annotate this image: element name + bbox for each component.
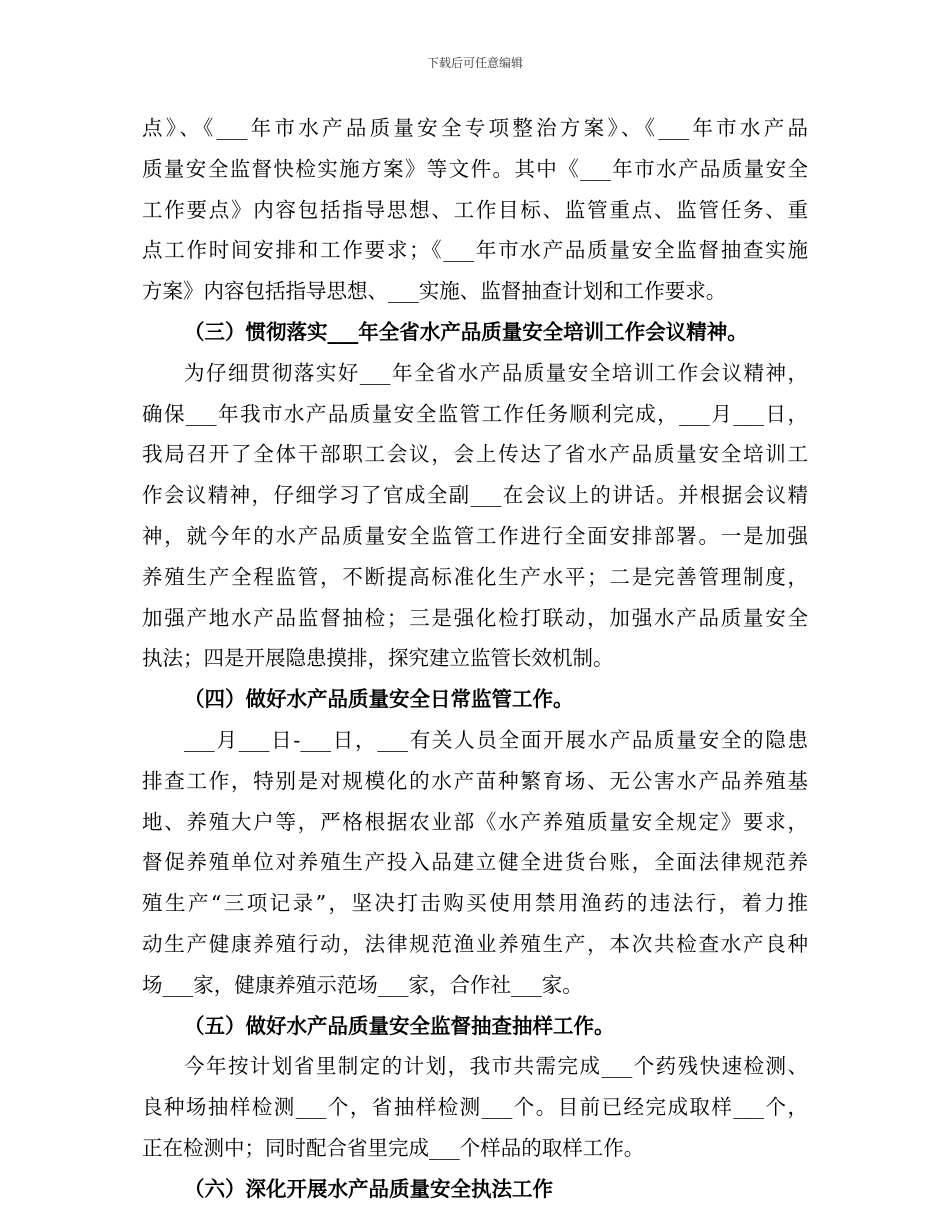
text-line: 我局召开了全体干部职工会议，会上传达了省水产品质量安全培训工 xyxy=(142,442,808,467)
text-line: 工作要点》内容包括指导思想、工作目标、监管重点、监管任务、重 xyxy=(142,197,808,222)
section-heading-4: （四）做好水产品质量安全日常监管工作。 xyxy=(184,687,574,712)
text-line: 养殖生产全程监管，不断提高标准化生产水平；二是完善管理制度， xyxy=(142,564,808,589)
text-line: 今年按计划省里制定的计划，我市共需完成___个药残快速检测、 xyxy=(184,1054,808,1079)
paragraph-section-5 xyxy=(142,1046,808,1168)
text-line: ___月___日-___日，___有关人员全面开展水产品质量安全的隐患 xyxy=(184,727,808,752)
document-body xyxy=(142,108,808,1210)
section-heading-3: （三）惯彻落实___年全省水产品质量安全培训工作会议精神。 xyxy=(184,319,748,344)
text-line: 点》、《___年市水产品质量安全专项整治方案》、《___年市水产品 xyxy=(142,116,808,140)
text-line: 作会议精神，仔细学习了官成全副___在会议上的讲话。并根据会议精 xyxy=(142,483,808,508)
text-line: 加强产地水产品监督抽检；三是强化检打联动，加强水产品质量安全 xyxy=(142,605,808,630)
paragraph-section-4 xyxy=(142,720,808,1006)
page-header-note: 下载后可任意编辑 xyxy=(426,56,523,70)
text-line: 神，就今年的水产品质量安全监管工作进行全面安排部署。一是加强 xyxy=(142,523,808,548)
paragraph-continuation xyxy=(142,108,808,312)
text-line: 督促养殖单位对养殖生产投入品建立健全进货台账，全面法律规范养 xyxy=(142,850,808,875)
text-line: 良种场抽样检测___个，省抽样检测___个。目前已经完成取样___个， xyxy=(142,1095,808,1120)
text-line: 地、养殖大户等，严格根据农业部《水产养殖质量安全规定》要求， xyxy=(142,809,808,834)
text-line: 方案》内容包括指导思想、___实施、监督抽查计划和工作要求。 xyxy=(142,279,727,304)
text-line: 质量安全监督快检实施方案》等文件。其中《___年市水产品质量安全 xyxy=(142,156,808,181)
text-line: 确保___年我市水产品质量安全监管工作任务顺利完成，___月___日， xyxy=(142,401,808,426)
text-line: 场___家，健康养殖示范场___家，合作社___家。 xyxy=(142,972,583,997)
text-line: 点工作时间安排和工作要求；《___年市水产品质量安全监督抽查实施 xyxy=(142,238,808,263)
text-line: 殖生产“三项记录”，坚决打击购买使用禁用渔药的违法行，着力推 xyxy=(142,891,808,916)
text-line: 排查工作，特别是对规模化的水产苗种繁育场、无公害水产品养殖基 xyxy=(142,768,808,793)
text-line: 正在检测中；同时配合省里完成___个样品的取样工作。 xyxy=(142,1135,645,1160)
section-heading-5: （五）做好水产品质量安全监督抽查抽样工作。 xyxy=(184,1013,615,1038)
text-line: 执法；四是开展隐患摸排，探究建立监管长效机制。 xyxy=(142,646,614,671)
text-line: 为仔细贯彻落实好___年全省水产品质量安全培训工作会议精神， xyxy=(184,360,808,385)
section-heading-6: （六）深化开展水产品质量安全执法工作 xyxy=(184,1176,553,1201)
paragraph-section-3 xyxy=(142,353,808,679)
text-line: 动生产健康养殖行动，法律规范渔业养殖生产，本次共检查水产良种 xyxy=(142,931,808,956)
